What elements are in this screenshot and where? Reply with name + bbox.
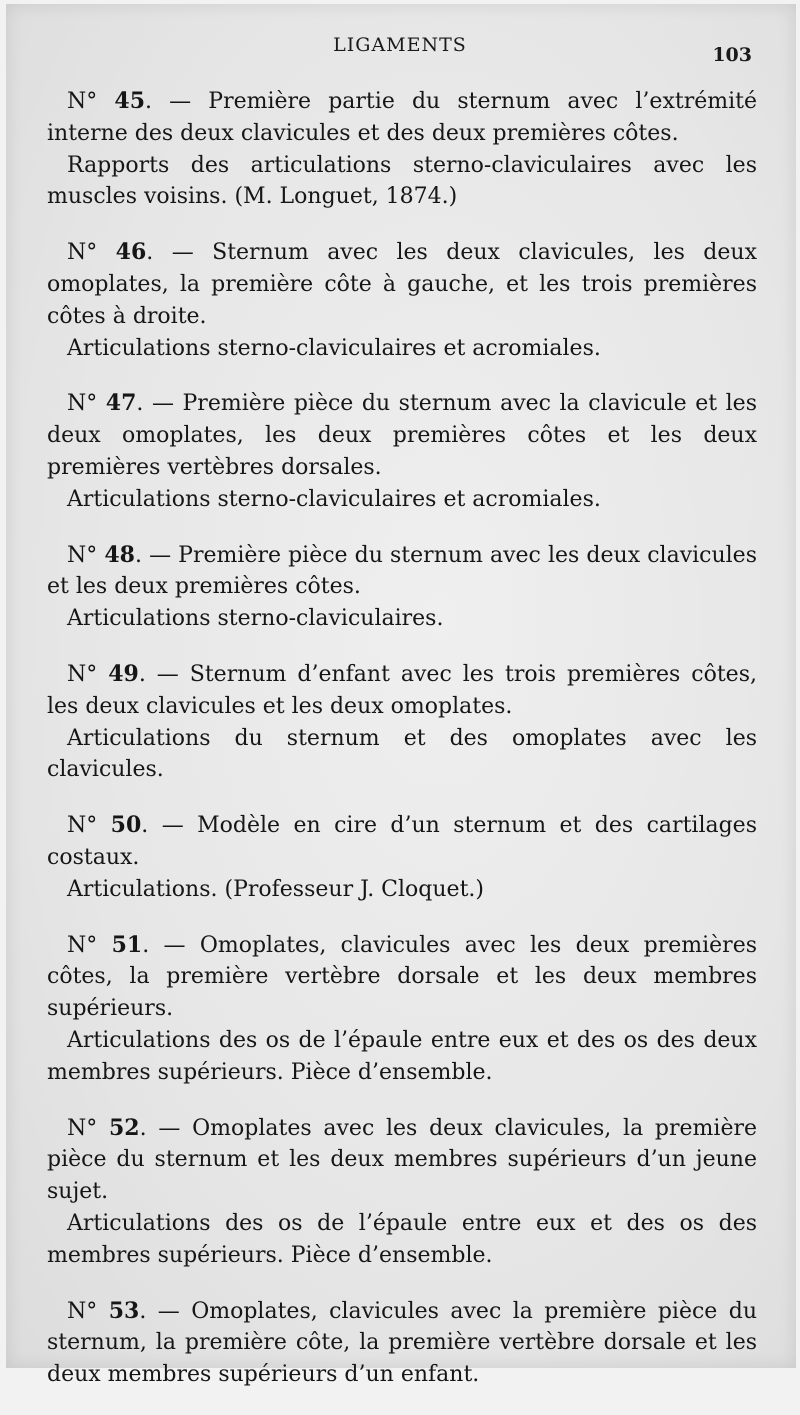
entry-number: 47 xyxy=(105,390,137,417)
entry-description xyxy=(47,930,757,1025)
entry-description-text: . — Omoplates, clavicules avec la première pièce du sternum, la première côte, la première vertèbre dorsale et les deux membres supérieurs d’un enfant. xyxy=(47,1298,758,1388)
entry-description-text: . — Première partie du sternum avec l’extrémité interne des deux clavicules et des deux premières côtes. xyxy=(47,89,757,146)
entry-number: 52 xyxy=(109,1114,140,1141)
entry-prefix: N° xyxy=(67,813,98,839)
entry-description-text: . — Modèle en cire d’un sternum et des cartilages costaux. xyxy=(47,813,757,870)
entry-note: Articulations sterno-claviculaires. xyxy=(67,606,444,632)
catalog-entry xyxy=(47,86,757,213)
catalog-entry xyxy=(47,540,757,635)
entry-number: 49 xyxy=(108,660,139,687)
catalog-entry xyxy=(47,1113,757,1272)
entry-note: Articulations des os de l’épaule entre eux et des os des membres supérieurs. Pièce d’ensemble. xyxy=(47,1210,757,1268)
entry-description xyxy=(47,540,757,604)
page-number: 103 xyxy=(712,44,752,66)
entry-description-text: . — Première pièce du sternum avec les deux clavicules et les deux premières côtes. xyxy=(47,542,757,600)
entry-prefix: N° xyxy=(67,661,98,687)
entry-note: Articulations des os de l’épaule entre eux et des os des deux membres supérieurs. Pièce d’ensemble. xyxy=(47,1027,757,1085)
catalog-entry xyxy=(47,388,757,515)
catalog-entry xyxy=(47,659,757,786)
entry-description xyxy=(47,1296,757,1391)
entry-prefix: N° xyxy=(67,240,98,266)
entry-description-text: . — Omoplates avec les deux clavicules, la première pièce du sternum et les deux membres supérieurs d’un jeune sujet. xyxy=(47,1115,757,1205)
catalog-entry xyxy=(47,1296,757,1391)
running-title: LIGAMENTS xyxy=(333,34,467,56)
entry-note: Articulations du sternum et des omoplates avec les clavicules. xyxy=(47,725,757,783)
entry-number: 51 xyxy=(111,931,143,958)
entry-description-text: . — Omoplates, clavicules avec les deux premières côtes, la première vertèbre dorsale et les deux membres supérieurs. xyxy=(47,932,757,1022)
entry-note: Articulations sterno-claviculaires et acromiales. xyxy=(67,335,601,361)
entry-number: 53 xyxy=(108,1297,140,1324)
entry-description xyxy=(47,388,757,483)
entry-prefix: N° xyxy=(67,391,98,417)
catalog-entries xyxy=(47,86,757,1415)
entry-prefix: N° xyxy=(67,932,98,958)
entry-number: 48 xyxy=(104,541,135,568)
entry-note: Articulations sterno-claviculaires et acromiales. xyxy=(67,486,601,512)
entry-description-text: . — Sternum avec les deux clavicules, les deux omoplates, la première côte à gauche, et les trois premières côtes à droite. xyxy=(47,240,757,329)
entry-note: Articulations. (Professeur J. Cloquet.) xyxy=(67,876,484,902)
entry-prefix: N° xyxy=(67,542,98,568)
entry-prefix: N° xyxy=(67,1298,98,1324)
catalog-entry xyxy=(47,810,757,905)
entry-description-text: . — Sternum d’enfant avec les trois premières côtes, les deux clavicules et les deux omoplates. xyxy=(47,661,757,719)
catalog-entry xyxy=(47,930,757,1089)
page-header xyxy=(0,34,800,64)
entry-description xyxy=(47,810,757,874)
entry-number: 50 xyxy=(110,812,142,839)
entry-description xyxy=(47,237,757,332)
entry-description xyxy=(47,659,757,723)
entry-note: Rapports des articulations sterno-claviculaires avec les muscles voisins. (M. Longuet, 1874.) xyxy=(47,152,757,210)
entry-description xyxy=(47,86,757,150)
entry-description-text: . — Première pièce du sternum avec la clavicule et les deux omoplates, les deux premières côtes et les deux premières vertèbres dorsales. xyxy=(47,391,757,480)
entry-number: 46 xyxy=(115,239,147,266)
entry-number: 45 xyxy=(114,88,146,114)
entry-description xyxy=(47,1113,757,1208)
catalog-entry xyxy=(47,237,757,364)
entry-prefix: N° xyxy=(67,89,98,114)
entry-prefix: N° xyxy=(67,1115,98,1141)
